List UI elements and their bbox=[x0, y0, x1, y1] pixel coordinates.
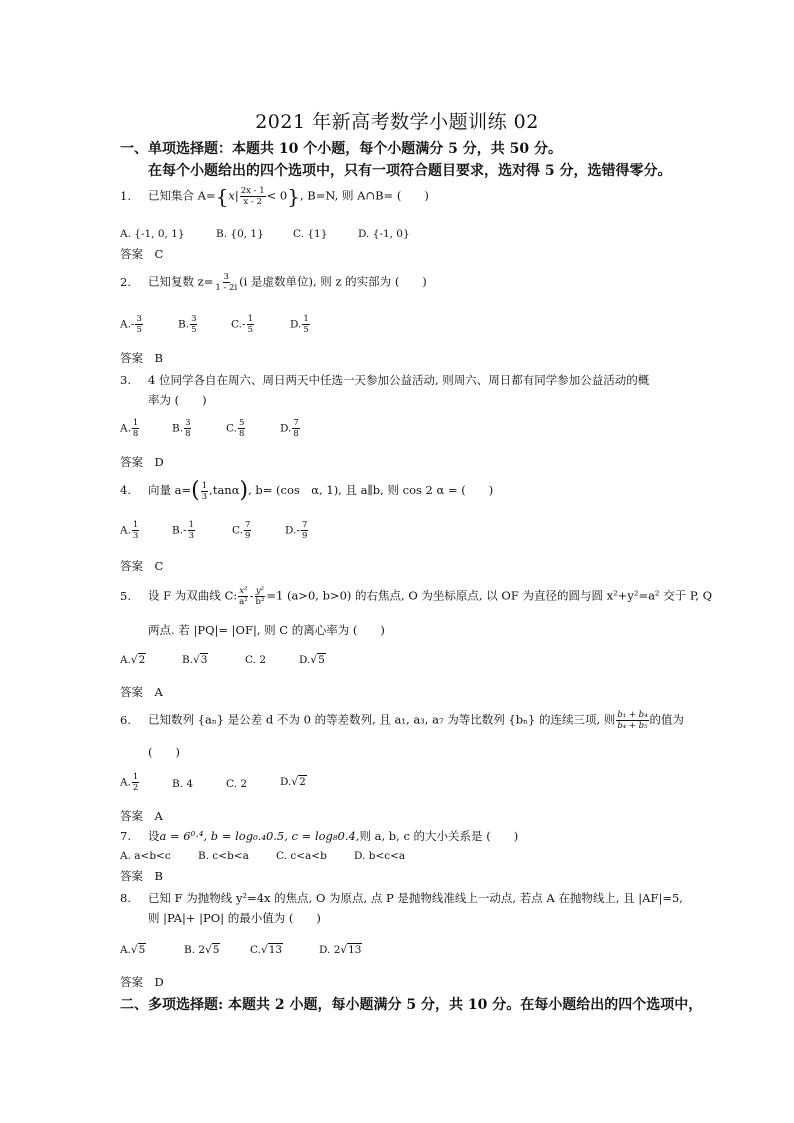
question-4: 4. 向量 a=( $\frac{1}{3}$ ,tanα), b= (cos α, 1), 且 a∥b, 则 cos 2 α = ( ) bbox=[120, 478, 494, 503]
option-label: A. bbox=[120, 776, 131, 789]
q5-option-a bbox=[120, 654, 146, 666]
question-5 bbox=[120, 586, 712, 607]
fraction bbox=[616, 710, 648, 731]
math-expression: a = 6⁰·⁴, b = log₀.₄0.5, c = log₈0.4, bbox=[159, 829, 360, 843]
question-text: 已知 F 为抛物线 y²=4x 的焦点, O 为原点, 点 P 是抛物线准线上一动点, 若点 A 在抛物线上, 且 |AF|=5, bbox=[148, 891, 683, 905]
option-label: C. bbox=[231, 318, 242, 331]
fraction-numerator: 7 bbox=[293, 418, 299, 428]
question-3 bbox=[120, 372, 649, 388]
q4-answer: 答案 C bbox=[120, 559, 164, 573]
q5-line2: 两点. 若 |PQ|= |OF|, 则 C 的离心率为 ( ) bbox=[148, 623, 385, 637]
fraction-numerator: x² bbox=[239, 586, 248, 596]
fraction-denominator: a² bbox=[239, 597, 248, 607]
question-text: 向量 a= bbox=[148, 483, 192, 497]
fraction-denominator: 5 bbox=[191, 325, 197, 335]
question-2 bbox=[120, 272, 427, 293]
fraction-numerator: 7 bbox=[245, 520, 251, 530]
section2-heading: 二、多项选择题: 本题共 2 小题，每小题满分 5 分，共 10 分。在每小题给出的四个选项中， bbox=[120, 997, 703, 1013]
q1-option-b: B. {0, 1} bbox=[216, 228, 264, 240]
fraction bbox=[240, 186, 266, 207]
fraction-numerator: 1 bbox=[188, 520, 195, 530]
q3-option-b bbox=[172, 418, 192, 439]
sqrt: √13 bbox=[261, 944, 283, 956]
question-text-tail: =1 (a>0, b>0) 的右焦点, O 为坐标原点, 以 OF 为直径的圆与圆 x²+y²=a² 交于 P, Q bbox=[266, 588, 713, 603]
question-text: 4 位同学各自在周六、周日两天中任选一天参加公益活动, 则周六、周日都有同学参加公益活动的概 bbox=[148, 373, 650, 387]
fraction bbox=[238, 418, 245, 439]
q3-option-a bbox=[120, 418, 140, 439]
q7-answer: 答案 B bbox=[120, 869, 163, 883]
fraction-denominator: 2 bbox=[132, 783, 139, 793]
q6-option-b: B. 4 bbox=[172, 778, 194, 790]
q8-option-c bbox=[250, 944, 283, 956]
q5-option-b bbox=[182, 654, 208, 666]
vector-tail: ,tanα bbox=[209, 483, 240, 497]
fraction-denominator: 8 bbox=[185, 429, 191, 439]
question-number: 4. bbox=[120, 483, 131, 497]
q1-option-d: D. {-1, 0} bbox=[358, 228, 410, 240]
question-text-tail: 的值为 bbox=[649, 712, 685, 727]
option-label: D. bbox=[280, 776, 292, 788]
fraction-denominator: 1 - 2i bbox=[215, 283, 238, 293]
q4-option-a bbox=[120, 520, 140, 541]
q2-option-b bbox=[178, 314, 198, 335]
q8-option-b bbox=[184, 944, 220, 956]
question-number: 8. bbox=[120, 891, 131, 905]
option-label: D. bbox=[280, 422, 292, 435]
radicand: 3 bbox=[200, 654, 208, 666]
question-text-tail: , B=N, 则 A∩B= ( ) bbox=[299, 188, 429, 203]
option-label: D. bbox=[285, 524, 297, 537]
option-sign: - bbox=[183, 524, 187, 537]
fraction-numerator: 3 bbox=[223, 272, 229, 282]
q7-option-c: C. c<a<b bbox=[276, 850, 327, 862]
sqrt: √13 bbox=[340, 944, 362, 956]
option-label: C. bbox=[226, 422, 237, 435]
fraction bbox=[184, 418, 191, 439]
minus-sign: - bbox=[249, 588, 254, 603]
fraction bbox=[214, 272, 238, 293]
question-text: 已知集合 A= bbox=[148, 188, 216, 203]
radicand: 2 bbox=[299, 776, 306, 788]
option-label: C. bbox=[250, 944, 261, 956]
fraction bbox=[132, 772, 139, 793]
q3-line2: 率为 ( ) bbox=[148, 393, 207, 407]
option-label: B. 2 bbox=[184, 944, 206, 956]
option-label: A. bbox=[120, 944, 131, 956]
q5-option-d bbox=[299, 654, 326, 666]
q2-option-c bbox=[231, 314, 255, 335]
fraction bbox=[190, 314, 197, 335]
q2-option-d bbox=[290, 314, 311, 335]
sqrt: √5 bbox=[205, 944, 220, 956]
q8-answer: 答案 D bbox=[120, 975, 164, 989]
option-label: A. bbox=[120, 422, 131, 435]
q6-answer: 答案 A bbox=[120, 809, 163, 823]
fraction-denominator: 3 bbox=[201, 491, 208, 502]
question-text-tail: , b= (cos α, 1), 且 a∥b, 则 cos 2 α = ( ) bbox=[248, 483, 494, 497]
q3-option-c bbox=[226, 418, 246, 439]
option-label: D. bbox=[290, 318, 302, 331]
fraction-numerator: 5 bbox=[239, 418, 245, 428]
q7-option-b: B. c<b<a bbox=[198, 850, 249, 862]
fraction-numerator: 1 bbox=[132, 520, 139, 530]
option-sign: - bbox=[130, 318, 135, 331]
fraction-denominator: 5 bbox=[303, 325, 309, 335]
question-number: 7. bbox=[120, 829, 131, 843]
fraction bbox=[188, 520, 195, 541]
option-label: A. bbox=[120, 654, 131, 666]
fraction-denominator: 8 bbox=[293, 429, 299, 439]
q1-option-a: A. {-1, 0, 1} bbox=[120, 228, 185, 240]
q2-option-a bbox=[120, 314, 144, 335]
fraction-numerator: y² bbox=[255, 586, 265, 596]
fraction-denominator: 9 bbox=[245, 531, 251, 541]
q4-option-c bbox=[232, 520, 252, 541]
question-text: 已知复数 z= bbox=[148, 274, 214, 289]
fraction-numerator: 3 bbox=[136, 314, 142, 324]
q3-answer: 答案 D bbox=[120, 455, 164, 469]
question-number: 3. bbox=[120, 373, 131, 387]
fraction bbox=[238, 586, 248, 607]
q1-option-c: C. {1} bbox=[293, 228, 328, 240]
fraction-denominator: 5 bbox=[136, 325, 142, 335]
fraction bbox=[247, 314, 254, 335]
fraction-denominator: 3 bbox=[132, 531, 139, 541]
fraction-numerator: 1 bbox=[132, 418, 139, 428]
fraction-denominator: b₄ + b₅ bbox=[617, 721, 648, 731]
q4-option-b bbox=[172, 520, 196, 541]
q8-option-a bbox=[120, 944, 146, 956]
question-number: 1. bbox=[120, 188, 131, 203]
q6-line2: ( ) bbox=[148, 745, 180, 759]
q8-line2: 则 |PA|+ |PO| 的最小值为 ( ) bbox=[148, 911, 321, 925]
fraction bbox=[292, 418, 299, 439]
fraction-denominator: 9 bbox=[301, 531, 308, 541]
fraction-numerator: b₁ + b₄ bbox=[617, 710, 648, 720]
option-label: D. bbox=[299, 654, 311, 666]
q7-option-a: A. a<b<c bbox=[120, 850, 171, 862]
fraction bbox=[301, 520, 308, 541]
q8-option-d bbox=[319, 944, 362, 956]
fraction bbox=[132, 520, 139, 541]
option-label: C. bbox=[232, 524, 243, 537]
question-1: 1. 已知集合 A={x| $\frac{2x - 1}{x - 2}$ < 0}, B=N, 则 A∩B= ( ) bbox=[120, 184, 429, 209]
radicand: 5 bbox=[212, 944, 220, 956]
fraction-denominator: b² bbox=[255, 597, 265, 607]
option-label: A. bbox=[120, 318, 131, 331]
question-6 bbox=[120, 710, 684, 731]
q3-option-d bbox=[280, 418, 301, 439]
fraction-denominator: 5 bbox=[247, 325, 253, 335]
fraction-numerator: 1 bbox=[201, 480, 208, 491]
fraction-numerator: 7 bbox=[301, 520, 308, 530]
q7-option-d: D. b<c<a bbox=[354, 850, 406, 862]
fraction bbox=[201, 481, 208, 502]
question-text: 设 F 为双曲线 C: bbox=[148, 588, 238, 603]
option-sign: - bbox=[296, 524, 300, 537]
fraction-numerator: 1 bbox=[303, 314, 309, 324]
question-8 bbox=[120, 890, 683, 906]
question-text-tail: 则 a, b, c 的大小关系是 ( ) bbox=[359, 829, 519, 843]
fraction-denominator: 8 bbox=[239, 429, 245, 439]
option-label: B. bbox=[182, 654, 194, 666]
q6-option-a bbox=[120, 772, 140, 793]
sqrt: √3 bbox=[193, 654, 208, 666]
option-label: D. 2 bbox=[319, 944, 341, 956]
page-title: 2021 年新高考数学小题训练 02 bbox=[255, 111, 539, 133]
fraction bbox=[302, 314, 309, 335]
sqrt: √2 bbox=[130, 654, 146, 666]
inequality: < 0 bbox=[266, 188, 288, 203]
radicand: 5 bbox=[138, 944, 146, 956]
radicand: 13 bbox=[268, 944, 283, 956]
radicand: 2 bbox=[138, 654, 146, 666]
question-number: 5. bbox=[120, 588, 131, 603]
sqrt: √2 bbox=[291, 776, 306, 788]
set-variable: x bbox=[228, 188, 235, 203]
fraction-numerator: 3 bbox=[191, 314, 197, 324]
fraction-numerator: 3 bbox=[185, 418, 191, 428]
option-sign: - bbox=[242, 318, 246, 331]
fraction-denominator: x - 2 bbox=[243, 197, 262, 207]
sqrt: √5 bbox=[130, 944, 146, 956]
question-text-tail: (i 是虚数单位), 则 z 的实部为 ( ) bbox=[239, 274, 427, 289]
q5-option-c: C. 2 bbox=[245, 654, 267, 666]
option-label: B. bbox=[178, 318, 190, 331]
fraction-numerator: 1 bbox=[247, 314, 253, 324]
question-text: 已知数列 {aₙ} 是公差 d 不为 0 的等差数列, 且 a₁, a₃, a₇ 为等比数列 {bₙ} 的连续三项, 则 bbox=[148, 712, 616, 727]
option-label: B. bbox=[172, 524, 184, 537]
question-number: 6. bbox=[120, 712, 131, 727]
fraction bbox=[244, 520, 251, 541]
option-label: B. bbox=[172, 422, 184, 435]
q6-option-d bbox=[280, 776, 307, 788]
q2-answer: 答案 B bbox=[120, 351, 163, 365]
fraction-numerator: 1 bbox=[132, 772, 139, 782]
fraction-denominator: 3 bbox=[188, 531, 195, 541]
question-7 bbox=[120, 828, 518, 844]
radicand: 5 bbox=[318, 654, 325, 666]
q4-option-d bbox=[285, 520, 309, 541]
q1-answer: 答案 C bbox=[120, 247, 164, 261]
option-label: A. bbox=[120, 524, 131, 537]
section1-heading: 一、单项选择题：本题共 10 个小题，每个小题满分 5 分，共 50 分。 bbox=[120, 141, 562, 157]
fraction-denominator: 8 bbox=[132, 429, 139, 439]
sqrt: √5 bbox=[310, 654, 325, 666]
fraction bbox=[132, 418, 139, 439]
q6-option-c: C. 2 bbox=[226, 778, 248, 790]
radicand: 13 bbox=[348, 944, 362, 956]
question-text: 设 bbox=[148, 829, 160, 843]
fraction bbox=[255, 586, 266, 607]
fraction bbox=[135, 314, 142, 335]
fraction-numerator: 2x - 1 bbox=[240, 186, 265, 196]
section1-instruction: 在每个小题给出的四个选项中，只有一项符合题目要求，选对得 5 分，选错得零分。 bbox=[148, 163, 672, 179]
q5-answer: 答案 A bbox=[120, 685, 163, 699]
question-number: 2. bbox=[120, 274, 131, 289]
